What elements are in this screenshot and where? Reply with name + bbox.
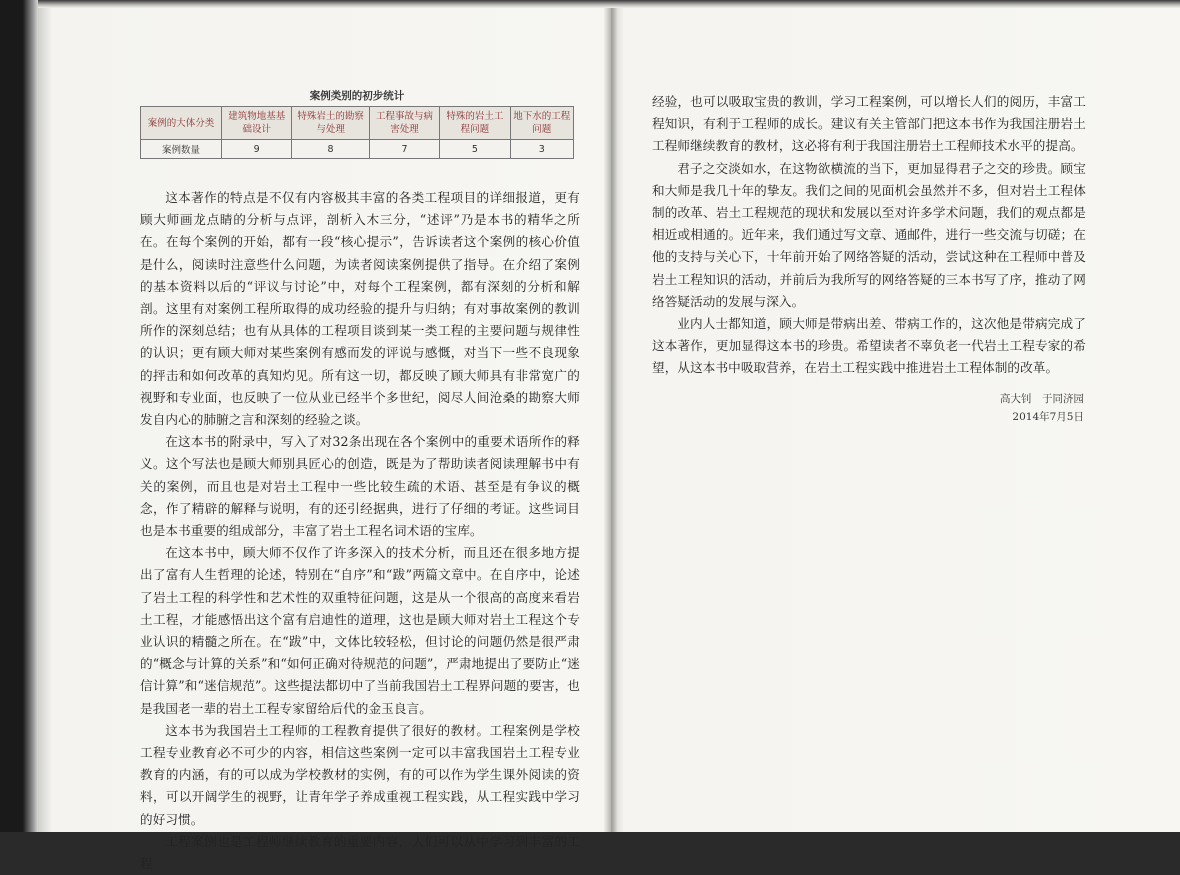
table-row <box>141 140 574 159</box>
table-header-row <box>141 107 574 140</box>
table-cell: 5 <box>440 140 510 159</box>
left-page-body <box>140 187 580 875</box>
scanner-edge-left <box>0 0 38 832</box>
table-header-cell: 特殊岩土的勘察与处理 <box>292 107 369 140</box>
body-paragraph: 君子之交淡如水，在这物欲横流的当下，更加显得君子之交的珍贵。顾宝和大师是我几十年的挚友。我们之间的见面机会虽然并不多，但对岩土工程体制的改革、岩土工程规范的现状和发展以至对许多学术问题，我们的观点都是相近或相通的。近年来，我们通过写文章、通邮件，进行一些交流与切磋；在他的支持与关心下，十年前开始了网络答疑的活动，尝试这种在工程师中普及岩土工程知识的活动，并前后为我所写的网络答疑的三本书写了序，推动了网络答疑活动的发展与深入。 <box>652 160 1086 309</box>
table-cell: 7 <box>369 140 439 159</box>
continued-paragraph: 经验，也可以吸取宝贵的教训，学习工程案例，可以增长人们的阅历，丰富工程知识，有利于工程师的成长。建议有关主管部门把这本书作为我国注册岩土工程师继续教育的教材，这必将有利于我国注册岩土工程师技术水平的提高。 <box>652 94 1086 154</box>
body-paragraph: 这本书为我国岩土工程师的工程教育提供了很好的教材。工程案例是学校工程专业教育必不可少的内容，相信这些案例一定可以丰富我国岩土工程专业教育的内涵，有的可以成为学校教材的实例，有的可以作为学生课外阅读的资料，可以开阔学生的视野，让青年学子养成重视工程实践，从工程实践中学习的好习惯。 <box>140 722 580 827</box>
table-cell: 9 <box>222 140 292 159</box>
table-cell: 8 <box>292 140 369 159</box>
body-paragraph: 在这本书中，顾大师不仅作了许多深入的技术分析，而且还在很多地方提出了富有人生哲理的论述，特别在“自序”和“跋”两篇文章中。在自序中，论述了岩土工程的科学性和艺术性的双重特征问题，这是从一个很高的高度来看岩土工程，才能感悟出这个富有启迪性的道理，这也是顾大师对岩土工程这个专业认识的精髓之所在。在“跋”中，文体比较轻松，但讨论的问题仍然是很严肃的“概念与计算的关系”和“如何正确对待规范的问题”，严肃地提出了要防止“迷信计算”和“迷信规范”。这些提法都切中了当前我国岩土工程界问题的要害，也是我国老一辈的岩土工程专家留给后代的金玉良言。 <box>140 545 580 716</box>
table-title: 案例类别的初步统计 <box>309 90 405 102</box>
body-paragraph: 这本著作的特点是不仅有内容极其丰富的各类工程项目的详细报道，更有顾大师画龙点睛的分析与点评，剖析入木三分，“述评”乃是本书的精华之所在。在每个案例的开始，都有一段“核心提示”，告诉读者这个案例的核心价值是什么，阅读时注意些什么问题，为读者阅读案例提供了指导。在介绍了案例的基本资料以后的“评议与讨论”中，对每个工程案例，都有深刻的分析和解剖。这里有对案例工程所取得的成功经验的提升与归纳；有对事故案例的教训所作的深刻总结；也有从具体的工程项目谈到某一类工程的主要问题与规律性的认识；更有顾大师对某些案例有感而发的评说与感慨，对当下一些不良现象的抨击和如何改革的真知灼见。所有这一切，都反映了顾大师具有非常宽广的视野和专业面，也反映了一位从业已经半个多世纪，阅尽人间沧桑的勘察大师发自内心的肺腑之言和深刻的经验之谈。 <box>140 190 580 428</box>
table-cell: 3 <box>510 140 573 159</box>
signature-block <box>960 390 1084 426</box>
body-paragraph: 工程案例也是工程师继续教育的重要内容，人们可以从中学习到丰富的工程 <box>140 833 580 872</box>
case-statistics-table <box>140 106 574 159</box>
signature-authors: 高大钊 于同济园 <box>1000 393 1084 405</box>
case-statistics-table-block <box>140 88 574 159</box>
table-header-cell: 地下水的工程问题 <box>510 107 573 140</box>
scanner-edge-top <box>38 0 1180 8</box>
table-header-cell: 工程事故与病害处理 <box>369 107 439 140</box>
table-header-cell: 特殊的岩土工程问题 <box>440 107 510 140</box>
right-page-body <box>652 91 1086 380</box>
table-row-label: 案例数量 <box>141 140 222 159</box>
body-paragraph: 业内人士都知道，顾大师是带病出差、带病工作的，这次他是带病完成了这本著作，更加显得这本书的珍贵。希望读者不辜负老一代岩土工程专家的希望，从这本书中吸取营养，在岩土工程实践中推进岩土工程体制的改革。 <box>652 316 1086 376</box>
signature-date: 2014年7月5日 <box>1012 411 1084 423</box>
table-header-cell: 案例的大体分类 <box>141 107 222 140</box>
book-gutter <box>604 0 618 832</box>
table-header-cell: 建筑物地基基础设计 <box>222 107 292 140</box>
body-paragraph: 在这本书的附录中，写入了对32条出现在各个案例中的重要术语所作的释义。这个写法也是顾大师别具匠心的创造，既是为了帮助读者阅读理解书中有关的案例，而且也是对岩土工程中一些比较生疏的术语、甚至是有争议的概念，作了精辟的解释与说明，有的还引经据典，进行了仔细的考证。这些词目也是本书重要的组成部分，丰富了岩土工程名词术语的宝库。 <box>140 434 580 539</box>
